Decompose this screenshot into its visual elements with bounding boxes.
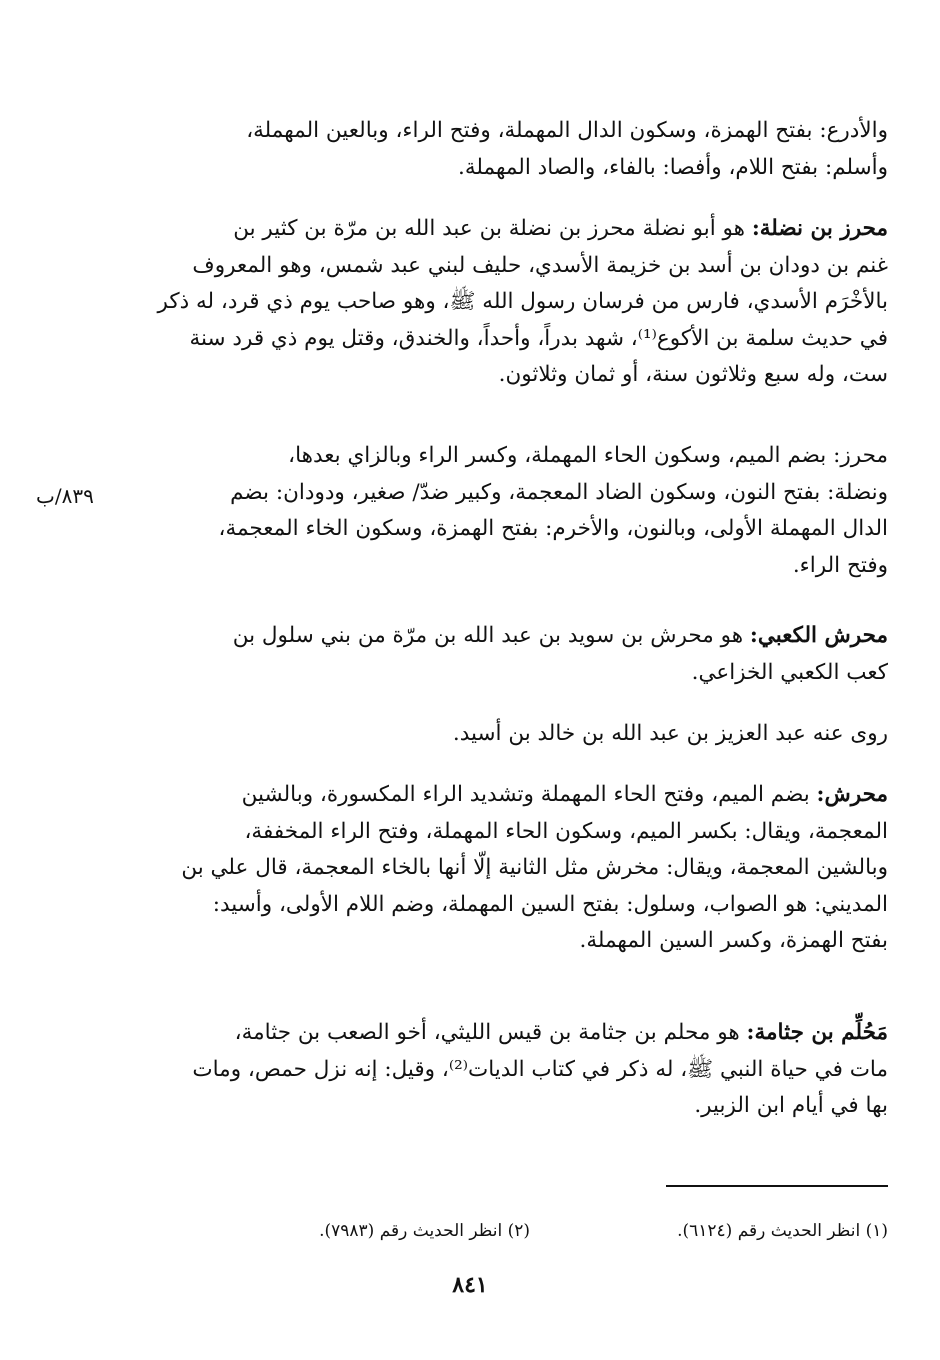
text-line: غنم بن دودان بن أسد بن خزيمة الأسدي، حليف لبني عبد شمس، وهو المعروف [192,252,888,278]
entry-heading: مَحُلِّم بن جثامة: [746,1020,888,1045]
text-line: المديني: هو الصواب، وسلول: بفتح السين المهملة، وضم اللام الأولى، وأسيد: [212,891,888,917]
text-line: المعجمة، ويقال: بكسر الميم، وسكون الحاء المهملة، وفتح الراء المخففة، [244,818,888,844]
entry-paragraph [136,438,888,584]
text-line: محرز: بضم الميم، وسكون الحاء المهملة، وكسر الراء وبالزاي بعدها، [288,443,888,468]
entry-paragraph [136,113,888,186]
entry-heading: محرش الكعبي: [749,623,888,648]
margin-folio-note: ٨٣٩/ب [36,484,94,508]
text-line: في حديث سلمة بن الأكوع⁽¹⁾، شهد بدراً، وأحداً، والخندق، وقتل يوم ذي قرد سنة [189,325,888,351]
entry-paragraph [136,777,888,960]
text-line: ونضلة: بفتح النون، وسكون الضاد المعجمة، وكبير ضدّ/ صغير، ودودان: بضم [230,479,888,505]
entry-paragraph [136,211,888,394]
entry-heading: محرش: [816,782,888,807]
text-line: هو أبو نضلة محرز بن نضلة بن عبد الله بن مرّة بن كثير بن [233,216,745,241]
text-line-with-head [136,211,888,248]
footnote: (٢) انظر الحديث رقم (٧٩٨٣). [319,1221,530,1241]
text-line: بضم الميم، وفتح الحاء المهملة وتشديد الراء المكسورة، وبالشين [241,782,810,807]
text-line: والأدرع: بفتح الهمزة، وسكون الدال المهملة، وفتح الراء، وبالعين المهملة، [246,118,888,143]
text-line: بها في أيام ابن الزبير. [694,1093,888,1119]
text-line: هو محرش بن سويد بن عبد الله بن مرّة من بني سلول بن [232,623,744,648]
text-line-with-head [136,618,888,655]
text-line: بفتح الهمزة، وكسر السين المهملة. [579,928,888,954]
footnote-divider [666,1185,888,1187]
entry-paragraph [136,618,888,691]
text-line: كعب الكعبي الخزاعي. [691,659,888,685]
text-line: وبالشين المعجمة، ويقال: مخرش مثل الثانية إلّا أنها بالخاء المعجمة، قال علي بن [181,855,888,881]
footnote: (١) انظر الحديث رقم (٦١٢٤). [677,1221,888,1241]
text-line: مات في حياة النبي ﷺ، له ذكر في كتاب الديات⁽²⁾، وقيل: إنه نزل حمص، ومات [192,1056,888,1082]
entry-paragraph [136,716,888,753]
entry-heading: محرز بن نضلة: [751,216,888,241]
text-line-with-head [136,777,888,814]
text-line: الدال المهملة الأولى، وبالنون، والأخرم: بفتح الهمزة، وسكون الخاء المعجمة، [218,516,888,542]
text-line: وفتح الراء. [792,552,888,578]
text-line: بالأخْرَم الأسدي، فارس من فرسان رسول الله ﷺ، وهو صاحب يوم ذي قرد، له ذكر [157,289,888,315]
text-line: وأسلم: بفتح اللام، وأفصا: بالفاء، والصاد المهملة. [458,154,888,180]
text-line: روى عنه عبد العزيز بن عبد الله بن خالد بن أسيد. [452,721,888,746]
text-line-with-head [136,1015,888,1052]
text-line: هو محلم بن جثامة بن قيس الليثي، أخو الصعب بن جثامة، [234,1020,740,1045]
entry-paragraph [136,1015,888,1125]
text-line: ست، وله سبع وثلاثون سنة، أو ثمان وثلاثون. [498,362,888,388]
page-number: ٨٤١ [452,1272,488,1298]
